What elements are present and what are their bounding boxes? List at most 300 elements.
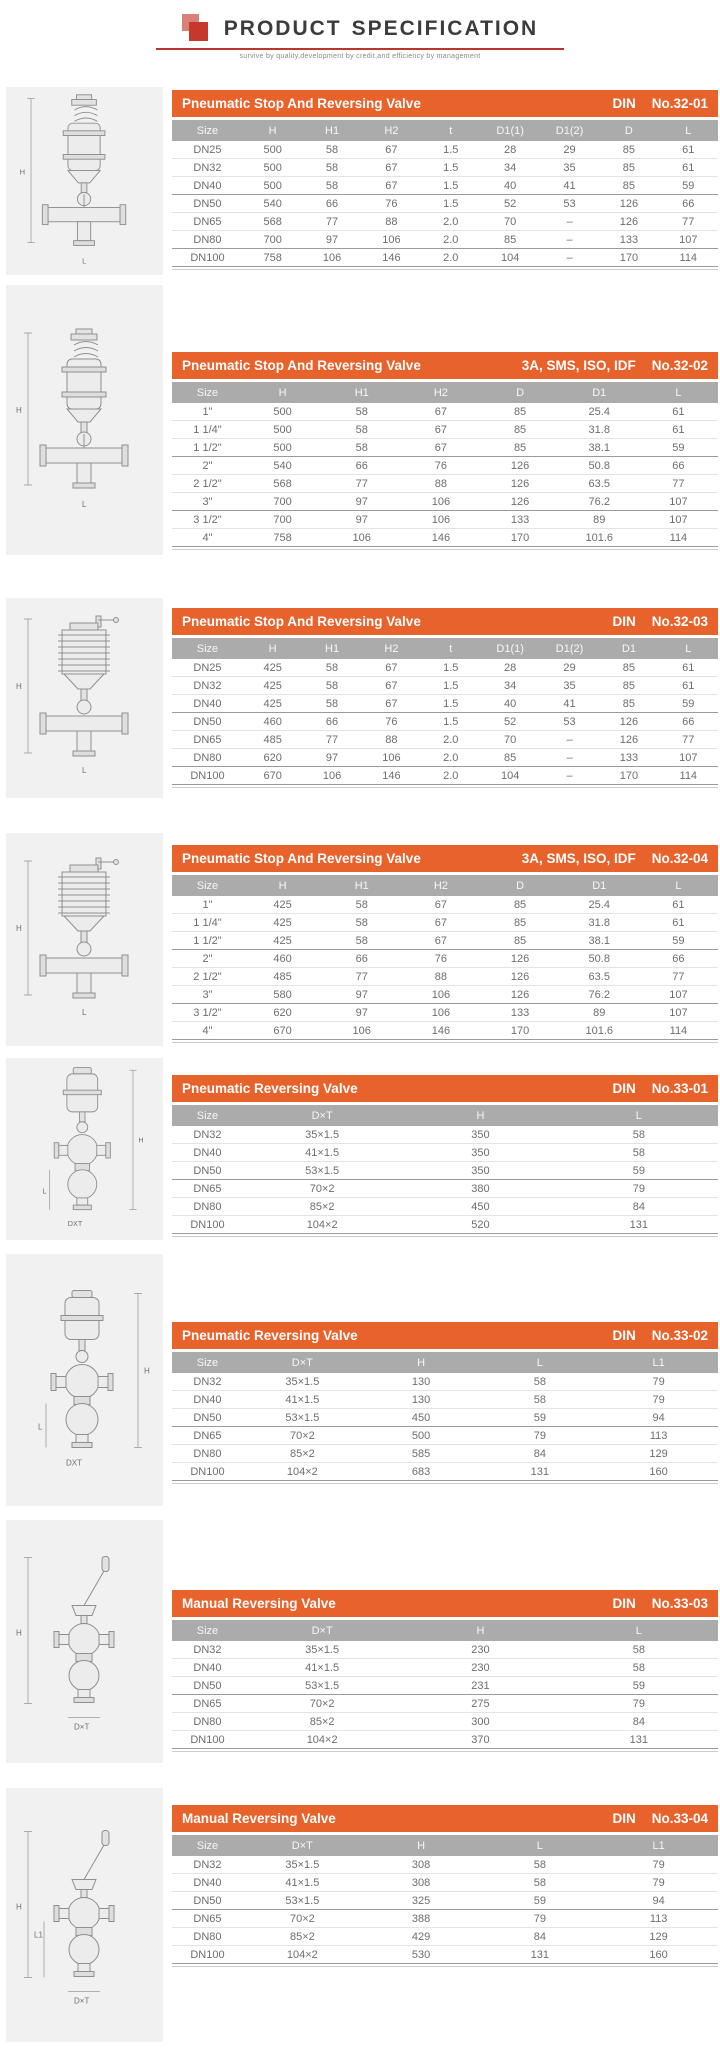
table-cell: 59 (560, 1677, 718, 1695)
brand-logo-icon (182, 14, 212, 44)
table-cell: 50.8 (560, 950, 639, 968)
table-cell: 107 (639, 511, 718, 529)
table-cell: 106 (322, 1022, 401, 1040)
table-cell: 129 (599, 1445, 718, 1463)
table-cell: 85 (480, 914, 559, 932)
table-cell: DN40 (172, 177, 243, 195)
table-cell: DN32 (172, 1373, 243, 1391)
table-cell: 350 (401, 1126, 559, 1144)
table-row (172, 403, 718, 421)
table-cell: 540 (243, 195, 302, 213)
section-manual-reversing-3304 (0, 1788, 720, 2044)
table-cell: 67 (362, 177, 421, 195)
table-cell: 620 (243, 1004, 322, 1022)
table-cell: 85 (599, 141, 658, 159)
table-row (172, 1409, 718, 1427)
table-cell: 106 (401, 493, 480, 511)
din-number: No.33-04 (651, 1811, 708, 1826)
table-cell: 61 (639, 421, 718, 439)
table-cell: 67 (362, 695, 421, 713)
table-container (172, 1835, 718, 1964)
table-cell: 350 (401, 1162, 559, 1180)
table-cell: 58 (302, 177, 361, 195)
column-header: H1 (322, 875, 401, 896)
table-cell: 107 (639, 493, 718, 511)
table-cell: 429 (362, 1928, 481, 1946)
table-cell: 758 (243, 249, 302, 267)
manual-reversing-valve-drawing (10, 1798, 160, 2033)
table-cell: 53×1.5 (243, 1162, 401, 1180)
table-cell: 58 (560, 1126, 718, 1144)
table-cell: 106 (362, 231, 421, 249)
table-cell: 2.0 (421, 767, 480, 785)
table-cell: 106 (401, 511, 480, 529)
table-bottom-rule (172, 549, 718, 550)
table-cell: DN100 (172, 249, 243, 267)
column-header: D×T (243, 1835, 362, 1856)
table-cell: 40 (480, 695, 539, 713)
table-cell: 58 (560, 1641, 718, 1659)
pneumatic-stop-valve-drawing (10, 295, 160, 545)
table-cell: 66 (659, 713, 718, 731)
table-cell: 107 (639, 986, 718, 1004)
table-cell: 94 (599, 1409, 718, 1427)
table-row (172, 749, 718, 767)
table-cell: 530 (362, 1946, 481, 1964)
table-cell: 63.5 (560, 968, 639, 986)
table-cell: DN50 (172, 195, 243, 213)
dim-label-l: L (81, 1007, 86, 1017)
column-header: D1 (560, 382, 639, 403)
table-cell: 425 (243, 914, 322, 932)
table-cell: 1.5 (421, 177, 480, 195)
table-cell: 38.1 (560, 932, 639, 950)
table-cell: 59 (480, 1892, 599, 1910)
table-cell: 79 (599, 1874, 718, 1892)
table-cell: 61 (639, 896, 718, 914)
table-row (172, 1216, 718, 1234)
standard-label: 3A, SMS, ISO, IDF (521, 358, 636, 373)
table-row (172, 1874, 718, 1892)
table-cell: 70×2 (243, 1695, 401, 1713)
table-cell: 52 (480, 713, 539, 731)
table-cell: 85×2 (243, 1928, 362, 1946)
table-cell: 41×1.5 (243, 1874, 362, 1892)
spec-block (172, 352, 718, 550)
table-row (172, 475, 718, 493)
table-cell: 58 (322, 439, 401, 457)
table-cell: 52 (480, 195, 539, 213)
table-cell: 585 (362, 1445, 481, 1463)
table-cell: 114 (659, 249, 718, 267)
table-title-bar (172, 1590, 718, 1617)
dim-label-l: L (81, 766, 86, 775)
page-title-word1: PRODUCT (223, 17, 342, 40)
spec-table (172, 1105, 718, 1234)
manual-reversing-valve-drawing (10, 1529, 160, 1754)
table-row (172, 1910, 718, 1928)
table-cell: 133 (599, 749, 658, 767)
table-cell: 79 (480, 1910, 599, 1928)
table-row (172, 1659, 718, 1677)
table-cell: 58 (560, 1144, 718, 1162)
table-cell: 35×1.5 (243, 1641, 401, 1659)
table-cell: 620 (243, 749, 302, 767)
table-row (172, 195, 718, 213)
section-pneumatic-reversing-3302 (0, 1254, 720, 1508)
table-cell: 67 (401, 421, 480, 439)
table-cell: 450 (401, 1198, 559, 1216)
table-cell: 66 (322, 457, 401, 475)
column-header: H (243, 382, 322, 403)
table-cell: 25.4 (560, 403, 639, 421)
table-row (172, 1713, 718, 1731)
table-cell: DN65 (172, 213, 243, 231)
table-cell: 40 (480, 177, 539, 195)
table-title-bar (172, 845, 718, 872)
table-cell: DN65 (172, 1427, 243, 1445)
table-cell: 107 (659, 231, 718, 249)
column-header: Size (172, 1105, 243, 1126)
table-cell: 67 (401, 932, 480, 950)
table-cell: 84 (480, 1445, 599, 1463)
page-header (150, 14, 570, 60)
table-row (172, 1946, 718, 1964)
table-cell: 63.5 (560, 475, 639, 493)
table-cell: 77 (302, 213, 361, 231)
table-cell: 131 (480, 1946, 599, 1964)
table-cell: 34 (480, 159, 539, 177)
table-cell: 97 (302, 749, 361, 767)
table-cell: 3 1/2" (172, 1004, 243, 1022)
column-header: D (599, 120, 658, 141)
table-title-bar (172, 1805, 718, 1832)
table-cell: 58 (302, 695, 361, 713)
table-cell: DN80 (172, 231, 243, 249)
table-cell: 146 (401, 529, 480, 547)
table-cell: 41×1.5 (243, 1144, 401, 1162)
table-cell: 66 (302, 713, 361, 731)
table-row (172, 1892, 718, 1910)
column-header: L (659, 120, 718, 141)
table-row (172, 1180, 718, 1198)
table-title: Pneumatic Stop And Reversing Valve (182, 358, 421, 373)
table-cell: 500 (243, 421, 322, 439)
table-cell: 106 (302, 249, 361, 267)
table-cell: 67 (362, 141, 421, 159)
table-cell: 76 (401, 950, 480, 968)
table-cell: 85 (480, 439, 559, 457)
column-header: t (421, 120, 480, 141)
column-header: L1 (599, 1835, 718, 1856)
column-header: H1 (302, 120, 361, 141)
table-cell: DN100 (172, 1216, 243, 1234)
table-cell: – (540, 213, 599, 231)
table-cell: 425 (243, 932, 322, 950)
table-title-bar (172, 352, 718, 379)
table-cell: 84 (560, 1713, 718, 1731)
table-cell: 89 (560, 511, 639, 529)
table-cell: 3 1/2" (172, 511, 243, 529)
table-cell: 1 1/2" (172, 439, 243, 457)
section-stop-valve-din-3201 (0, 85, 720, 283)
table-cell: 70×2 (243, 1427, 362, 1445)
table-cell: DN50 (172, 1892, 243, 1910)
table-cell: DN32 (172, 1856, 243, 1874)
table-cell: 85 (480, 932, 559, 950)
spec-block (172, 1805, 718, 1967)
table-cell: 85 (599, 177, 658, 195)
table-cell: 1.5 (421, 677, 480, 695)
table-title: Pneumatic Reversing Valve (182, 1328, 358, 1343)
table-cell: DN65 (172, 1180, 243, 1198)
spec-table (172, 382, 718, 547)
table-cell: 77 (639, 475, 718, 493)
table-cell: 500 (243, 403, 322, 421)
table-cell: 130 (362, 1373, 481, 1391)
table-cell: 325 (362, 1892, 481, 1910)
table-cell: 758 (243, 529, 322, 547)
din-number: No.32-02 (651, 358, 708, 373)
table-cell: DN32 (172, 1126, 243, 1144)
table-cell: 28 (480, 141, 539, 159)
table-cell: 76.2 (560, 986, 639, 1004)
table-cell: DN25 (172, 141, 243, 159)
column-header: H (362, 1835, 481, 1856)
column-header: L (639, 875, 718, 896)
table-cell: 61 (659, 659, 718, 677)
table-cell: 59 (659, 177, 718, 195)
table-cell: DN25 (172, 659, 243, 677)
table-cell: 70 (480, 213, 539, 231)
table-cell: 85×2 (243, 1198, 401, 1216)
table-cell: 34 (480, 677, 539, 695)
table-cell: 450 (362, 1409, 481, 1427)
table-cell: 79 (560, 1180, 718, 1198)
table-cell: 2" (172, 950, 243, 968)
dim-label-l: L (41, 1186, 46, 1196)
table-cell: 85 (599, 659, 658, 677)
table-cell: 79 (599, 1856, 718, 1874)
table-cell: 35×1.5 (243, 1126, 401, 1144)
valve-drawing-area (6, 1520, 163, 1763)
table-row (172, 439, 718, 457)
table-row (172, 1731, 718, 1749)
standard-label: DIN (612, 96, 636, 111)
table-cell: 58 (322, 403, 401, 421)
dim-label-h: H (15, 406, 22, 415)
table-cell: 79 (560, 1695, 718, 1713)
table-row (172, 968, 718, 986)
table-row (172, 1022, 718, 1040)
table-cell: 85 (599, 677, 658, 695)
din-number: No.33-02 (651, 1328, 708, 1343)
table-row (172, 767, 718, 785)
din-number: No.32-03 (651, 614, 708, 629)
table-cell: 500 (243, 177, 302, 195)
table-cell: 77 (322, 475, 401, 493)
table-row (172, 932, 718, 950)
table-row (172, 529, 718, 547)
table-cell: 500 (362, 1427, 481, 1445)
table-cell: 85 (480, 749, 539, 767)
table-cell: 485 (243, 968, 322, 986)
table-row (172, 421, 718, 439)
section-manual-reversing-3303 (0, 1520, 720, 1765)
standard-label: DIN (612, 1596, 636, 1611)
pneumatic-reversing-valve-drawing (10, 1263, 160, 1498)
header-divider (156, 48, 564, 50)
table-cell: 53 (540, 713, 599, 731)
dim-label-dxt: DXT (67, 1218, 82, 1228)
header-tagline: survive by quality,development by credit,and efficiency by management (239, 53, 481, 60)
table-cell: – (540, 231, 599, 249)
table-cell: 126 (599, 213, 658, 231)
table-cell: 1.5 (421, 695, 480, 713)
table-container (172, 1105, 718, 1234)
table-cell: 66 (659, 195, 718, 213)
column-header: L (659, 638, 718, 659)
table-cell: 106 (401, 1004, 480, 1022)
table-cell: 350 (401, 1144, 559, 1162)
table-cell: 370 (401, 1731, 559, 1749)
dim-label-h: H (15, 682, 22, 691)
table-cell: 61 (659, 159, 718, 177)
table-cell: 76 (401, 457, 480, 475)
table-cell: 131 (560, 1216, 718, 1234)
dim-label-h: H (15, 923, 22, 933)
table-cell: 77 (302, 731, 361, 749)
table-cell: 35×1.5 (243, 1373, 362, 1391)
page-title-word2: SPECIFICATION (351, 17, 539, 40)
table-cell: DN100 (172, 1731, 243, 1749)
table-cell: 126 (599, 195, 658, 213)
valve-drawing-area (6, 598, 163, 798)
table-row (172, 1162, 718, 1180)
table-cell: DN65 (172, 1695, 243, 1713)
table-cell: 35 (540, 159, 599, 177)
standard-label: DIN (612, 614, 636, 629)
table-cell: DN32 (172, 1641, 243, 1659)
table-cell: 31.8 (560, 914, 639, 932)
table-title-bar (172, 1322, 718, 1349)
table-cell: 700 (243, 493, 322, 511)
table-cell: 97 (302, 231, 361, 249)
table-row (172, 1427, 718, 1445)
table-cell: 58 (480, 1373, 599, 1391)
table-cell: DN40 (172, 1144, 243, 1162)
spec-block (172, 608, 718, 788)
table-cell: 31.8 (560, 421, 639, 439)
table-cell: 131 (560, 1731, 718, 1749)
column-header: H1 (322, 382, 401, 403)
table-cell: 113 (599, 1427, 718, 1445)
table-cell: 85×2 (243, 1713, 401, 1731)
table-cell: 84 (480, 1928, 599, 1946)
standard-label: DIN (612, 1328, 636, 1343)
table-cell: 61 (639, 403, 718, 421)
column-header: Size (172, 1620, 243, 1641)
din-number: No.32-01 (651, 96, 708, 111)
table-cell: 50.8 (560, 457, 639, 475)
table-cell: 114 (639, 1022, 718, 1040)
table-cell: DN32 (172, 677, 243, 695)
table-cell: 2.0 (421, 249, 480, 267)
column-header: L (560, 1105, 718, 1126)
table-cell: – (540, 249, 599, 267)
column-header: D (480, 382, 559, 403)
din-number: No.33-01 (651, 1081, 708, 1096)
table-title: Pneumatic Stop And Reversing Valve (182, 614, 421, 629)
table-cell: 106 (401, 986, 480, 1004)
table-row (172, 1856, 718, 1874)
column-header: L (480, 1352, 599, 1373)
table-row (172, 1373, 718, 1391)
column-header: H (401, 1105, 559, 1126)
table-row (172, 177, 718, 195)
dim-label-h: H (15, 1628, 22, 1638)
table-cell: 53 (540, 195, 599, 213)
table-cell: 2.0 (421, 213, 480, 231)
table-row (172, 1004, 718, 1022)
table-cell: 66 (639, 457, 718, 475)
table-cell: DN50 (172, 1409, 243, 1427)
table-cell: DN50 (172, 713, 243, 731)
table-row (172, 986, 718, 1004)
table-cell: 126 (480, 457, 559, 475)
dim-label-h: H (137, 1135, 144, 1145)
table-bottom-rule (172, 1236, 718, 1237)
table-cell: 500 (243, 159, 302, 177)
table-row (172, 1463, 718, 1481)
table-cell: 76.2 (560, 493, 639, 511)
table-cell: 520 (401, 1216, 559, 1234)
table-cell: 308 (362, 1856, 481, 1874)
spec-block (172, 1322, 718, 1484)
spec-table (172, 1835, 718, 1964)
table-cell: 113 (599, 1910, 718, 1928)
standard-label: DIN (612, 1081, 636, 1096)
table-row (172, 1445, 718, 1463)
table-cell: 66 (322, 950, 401, 968)
spec-table (172, 120, 718, 267)
table-cell: DN100 (172, 1946, 243, 1964)
column-header: H2 (362, 120, 421, 141)
table-cell: 146 (362, 767, 421, 785)
table-cell: 1" (172, 896, 243, 914)
table-cell: 4" (172, 1022, 243, 1040)
column-header: D1 (599, 638, 658, 659)
table-cell: DN65 (172, 1910, 243, 1928)
page-title (224, 17, 538, 41)
column-header: H (243, 638, 302, 659)
column-header: H1 (302, 638, 361, 659)
table-cell: 85 (599, 159, 658, 177)
table-cell: 88 (362, 731, 421, 749)
din-number: No.32-04 (651, 851, 708, 866)
standard-label: 3A, SMS, ISO, IDF (521, 851, 636, 866)
table-cell: – (540, 731, 599, 749)
table-row (172, 713, 718, 731)
table-cell: 53×1.5 (243, 1677, 401, 1695)
table-cell: 85 (599, 695, 658, 713)
table-cell: 170 (599, 767, 658, 785)
table-row (172, 1677, 718, 1695)
table-cell: 25.4 (560, 896, 639, 914)
table-cell: 67 (401, 896, 480, 914)
column-header: D×T (243, 1352, 362, 1373)
table-cell: 1 1/4" (172, 914, 243, 932)
